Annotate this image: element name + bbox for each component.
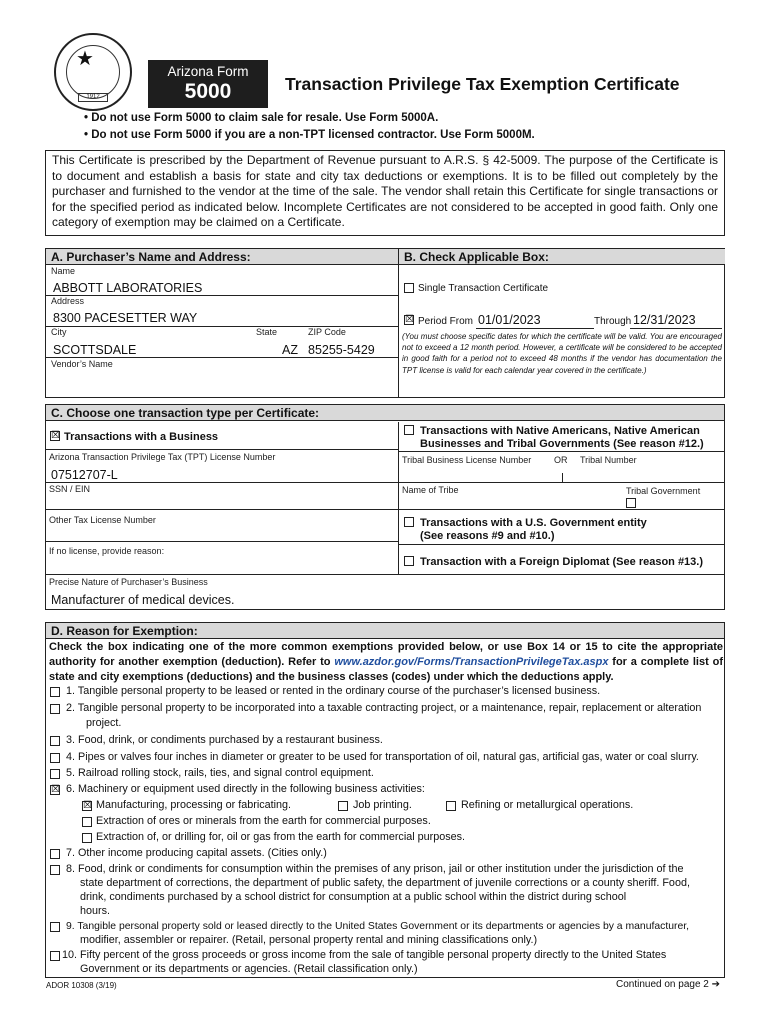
reason-6b: Job printing. [353,799,412,811]
reason-10-checkbox[interactable] [50,951,60,961]
seal-year: 1912 [78,93,108,102]
native-checkbox[interactable] [404,425,414,435]
vendor-label: Vendor’s Name [51,359,113,369]
reason-2-cont: project. [86,717,122,729]
note-item: • Do not use Form 5000 to claim sale for resale. Use Form 5000A. [84,112,439,124]
reason-10: 10. Fifty percent of the gross proceeds or gross income from the sale of tangible personal property directly to the United States [62,949,667,961]
diplomat-label: Transaction with a Foreign Diplomat (See reason #13.) [420,556,704,568]
city-field[interactable]: SCOTTSDALE [53,343,137,357]
period-from-label: Period From [418,316,474,327]
section-d-heading: D. Reason for Exemption: [46,623,724,639]
forms-link[interactable]: www.azdor.gov/Forms/TransactionPrivilegeTax.aspx [334,656,609,668]
ssn-label: SSN / EIN [49,484,91,494]
us-gov-label-1: Transactions with a U.S. Government entity [420,517,647,529]
reason-6c: Refining or metallurgical operations. [461,799,634,811]
address-field[interactable]: 8300 PACESETTER WAY [53,311,198,325]
business-checkbox[interactable]: ☒ [51,430,60,441]
native-label-1: Transactions with Native Americans, Native American [420,425,700,437]
reason-3: 3. Food, drink, or condiments purchased by a restaurant business. [66,734,383,746]
name-label: Name [51,266,76,276]
reason-6a-checkbox[interactable]: ☒ [83,800,92,811]
reason-6c-checkbox[interactable] [446,801,456,811]
state-field[interactable]: AZ [282,343,298,357]
reason-2: 2. Tangible personal property to be incorporated into a taxable contracting project, or a maintenance, repair, replacement or alteration [66,702,702,714]
reason-2-checkbox[interactable] [50,704,60,714]
period-note: (You must choose specific dates for which the certificate will be valid. You are encouraged not to exceed a 12 month period. However, a certificate will be considered to be accepted in good faith for a period not to exceed 48 months if the vendor has documentation the TPT license is valid for each calendar year covered in the certificate.) [402,332,722,375]
reason-6b-checkbox[interactable] [338,801,348,811]
us-gov-label-2: (See reasons #9 and #10.) [420,530,555,542]
reason-9-cont: modifier, assembler or repairer. (Retail, personal property rental and mining classifications only.) [80,934,538,946]
reason-6a: Manufacturing, processing or fabricating. [96,799,292,811]
state-label: State [256,327,278,337]
reason-5-checkbox[interactable] [50,769,60,779]
zip-field[interactable]: 85255-5429 [308,343,375,357]
period-from-field[interactable]: 01/01/2023 [478,313,541,327]
zip-label: ZIP Code [308,327,346,337]
tpt-field[interactable]: 07512707-L [51,468,118,482]
native-label-2: Businesses and Tribal Governments (See reason #12.) [420,438,704,450]
reason-9-checkbox[interactable] [50,922,60,932]
reason-1: 1. Tangible personal property to be leased or rented in the ordinary course of the purchaser’s licensed business. [66,685,601,697]
section-a-heading: A. Purchaser’s Name and Address: [46,249,398,265]
tpt-label: Arizona Transaction Privilege Tax (TPT) License Number [49,452,276,462]
tribe-name-label: Name of Tribe [402,485,459,495]
reason-3-checkbox[interactable] [50,736,60,746]
reason-7-checkbox[interactable] [50,849,60,859]
no-license-label: If no license, provide reason: [49,546,165,556]
reason-1-checkbox[interactable] [50,687,60,697]
address-label: Address [51,296,85,306]
section-a-b [45,248,725,398]
city-label: City [51,327,67,337]
diplomat-checkbox[interactable] [404,556,414,566]
note-item: • Do not use Form 5000 if you are a non-TPT licensed contractor. Use Form 5000M. [84,129,535,141]
single-transaction-checkbox[interactable] [404,283,414,293]
reason-7: 7. Other income producing capital assets. (Cities only.) [66,847,327,859]
seal-star-icon: ★ [76,48,94,70]
form-code: ADOR 10308 (3/19) [46,981,117,990]
tribal-gov-checkbox[interactable] [626,498,636,508]
us-gov-checkbox[interactable] [404,517,414,527]
tribal-license-label: Tribal Business License Number [402,455,532,465]
intro-text: This Certificate is prescribed by the Department of Revenue pursuant to A.R.S. § 42-5009. The purpose of the Certificate is to document and establish a basis for state and city tax deductions or exemptions. It is to be filled out completely by the purchaser and furnished to the vendor at the time of the sale. The vendor shall retain this Certificate for single transactions or for the specified period as indicated below. Incomplete Certificates are not considered to be accepted in good faith. Only one category of exemption may be claimed on a Certificate. [45,150,725,236]
reason-8-cont: drink, condiments purchased by a school district for consumption at a public school within the district during school [80,891,627,903]
reason-8: 8. Food, drink or condiments for consumption within the premises of any prison, jail or other institution under the jurisdiction of the [66,863,684,875]
reason-5: 5. Railroad rolling stock, rails, ties, and signal control equipment. [66,767,374,779]
usage-notes [84,110,535,144]
period-checkbox[interactable]: ☒ [405,314,414,325]
section-d [45,622,725,978]
reason-6-checkbox[interactable]: ☒ [51,784,60,795]
nature-label: Precise Nature of Purchaser’s Business [49,577,208,587]
through-label: Through [594,316,632,327]
reason-6d: Extraction of ores or minerals from the earth for commercial purposes. [96,815,431,827]
tribal-gov-label: Tribal Government [626,486,701,496]
reason-8-checkbox[interactable] [50,865,60,875]
reason-6e-checkbox[interactable] [82,833,92,843]
state-seal [54,33,132,111]
reason-intro: Check the box indicating one of the more common exemptions provided below, or use Box 14 or 15 to cite the appropriate authority for another exemption (deduction). Refer to www.azdor.gov/Forms/TransactionPrivilegeTax.aspx for a complete list of state and city exemptions (deductions) and the business classes (codes) under which the deductions apply. [49,641,723,683]
name-field[interactable]: ABBOTT LABORATORIES [53,281,203,295]
or-label: OR [554,455,568,465]
tribal-number-label: Tribal Number [580,455,637,465]
reason-9: 9. Tangible personal property sold or leased directly to the United States Government or its departments or agencies by a manufacturer, [66,921,690,932]
single-transaction-label: Single Transaction Certificate [418,283,549,294]
reason-8-cont: hours. [80,905,111,917]
reason-6d-checkbox[interactable] [82,817,92,827]
reason-8-cont: state department of corrections, the department of public safety, the department of juvenile corrections or a county sheriff. Food, [80,877,690,889]
through-field[interactable]: 12/31/2023 [633,313,696,327]
reason-4: 4. Pipes or valves four inches in diameter or greater to be used for transportation of oil, natural gas, artificial gas, water or coal slurry. [66,751,699,763]
section-c [45,404,725,610]
continued-link[interactable]: Continued on page 2 ➔ [616,979,721,990]
form-number: 5000 [184,80,232,103]
reason-4-checkbox[interactable] [50,753,60,763]
other-license-label: Other Tax License Number [49,515,156,525]
reason-6e: Extraction of, or drilling for, oil or gas from the earth for commercial purposes. [96,831,466,843]
form-id-box [148,60,268,108]
reason-6: 6. Machinery or equipment used directly in the following business activities: [66,783,425,795]
business-label: Transactions with a Business [64,431,219,443]
section-b-heading: B. Check Applicable Box: [399,249,725,265]
nature-field[interactable]: Manufacturer of medical devices. [51,593,235,607]
section-c-heading: C. Choose one transaction type per Certificate: [46,405,724,421]
page-title: Transaction Privilege Tax Exemption Certificate [285,74,680,94]
reason-10-cont: Government or its departments or agencies. (Retail classification only.) [80,963,418,975]
form-label: Arizona Form [167,64,249,79]
